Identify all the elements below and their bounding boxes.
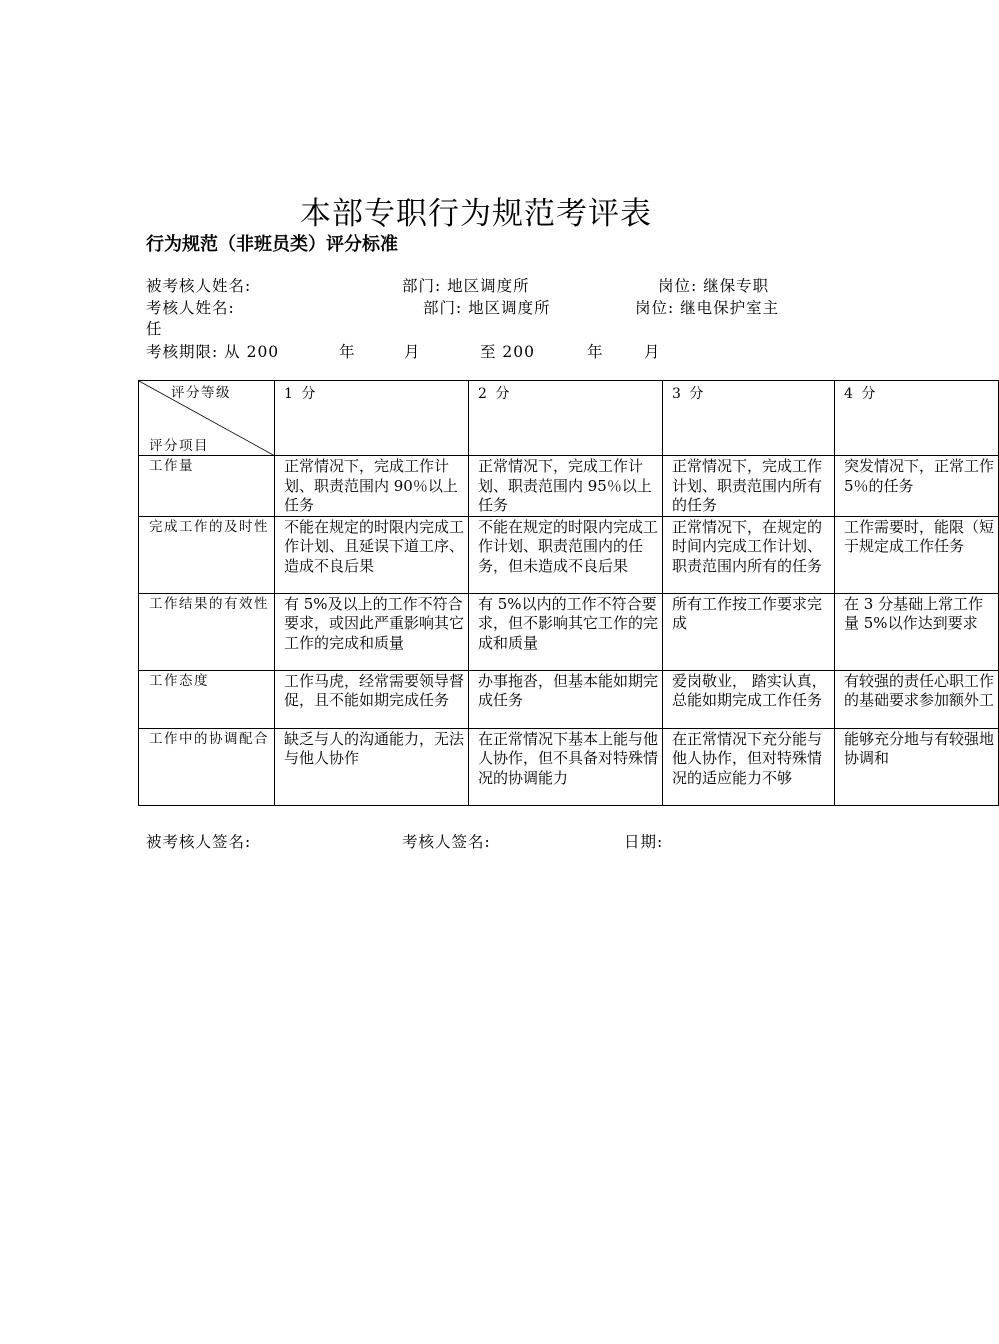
header-score-1: 1 分 <box>275 381 469 456</box>
table-cell: 在正常情况下充分能与他人协作，但对特殊情况的适应能力不够 <box>663 728 835 805</box>
row-item-label: 工作中的协调配合 <box>139 728 275 805</box>
row-item-label: 工作结果的有效性 <box>139 593 275 670</box>
scoring-table-wrapper <box>138 380 995 806</box>
corner-label-grade: 评分等级 <box>171 385 231 401</box>
table-cell: 正常情况下，完成工作计划、职责范围内所有的任务 <box>663 456 835 517</box>
table-cell: 有 5%以内的工作不符合要求，但不影响其它工作的完成和质量 <box>469 593 663 670</box>
table-header-row <box>139 381 999 456</box>
table-cell: 缺乏与人的沟通能力，无法与他人协作 <box>275 728 469 805</box>
period-month-2: 月 <box>644 343 661 361</box>
row-item-label: 工作量 <box>139 456 275 517</box>
examiner-signature-label: 考核人签名: <box>402 833 491 851</box>
table-cell: 正常情况下，完成工作计划、职责范围内 95％以上任务 <box>469 456 663 517</box>
period-label: 考核期限: 从 200 <box>146 343 280 361</box>
table-cell: 工作马虎，经常需要领导督促，且不能如期完成任务 <box>275 670 469 728</box>
examinee-dept: 部门: 地区调度所 <box>402 277 530 295</box>
examinee-post: 岗位: 继保专职 <box>658 277 770 295</box>
table-cell: 所有工作按工作要求完成 <box>663 593 835 670</box>
page-subtitle: 行为规范（非班员类）评分标准 <box>146 234 398 255</box>
period-year-2: 年 <box>587 343 604 361</box>
table-cell: 在 3 分基础上常工作量 5%以作达到要求 <box>835 593 999 670</box>
examiner-dept: 部门: 地区调度所 <box>423 299 551 317</box>
examiner-name-label: 考核人姓名: <box>146 299 235 317</box>
table-cell: 办事拖沓，但基本能如期完成任务 <box>469 670 663 728</box>
row-item-label: 完成工作的及时性 <box>139 516 275 593</box>
table-cell: 工作需要时，能限（短于规定成工作任务 <box>835 516 999 593</box>
table-cell: 正常情况下，在规定的时间内完成工作计划、职责范围内所有的任务 <box>663 516 835 593</box>
header-score-3: 3 分 <box>663 381 835 456</box>
table-cell: 突发情况下，正常工作 5％的任务 <box>835 456 999 517</box>
period-to: 至 200 <box>480 343 536 361</box>
table-cell: 不能在规定的时限内完成工作计划、且延误下道工序、造成不良后果 <box>275 516 469 593</box>
examinee-name-label: 被考核人姓名: <box>146 277 252 295</box>
page-title: 本部专职行为规范考评表 <box>300 196 652 232</box>
header-score-2: 2 分 <box>469 381 663 456</box>
table-row <box>139 728 999 805</box>
header-score-4: 4 分 <box>835 381 999 456</box>
table-cell: 有 5%及以上的工作不符合要求，或因此严重影响其它工作的完成和质量 <box>275 593 469 670</box>
table-cell: 不能在规定的时限内完成工作计划、职责范围内的任务，但未造成不良后果 <box>469 516 663 593</box>
period-month-1: 月 <box>404 343 421 361</box>
table-row <box>139 670 999 728</box>
table-cell: 爱岗敬业， 踏实认真，总能如期完成工作任务 <box>663 670 835 728</box>
examiner-post: 岗位: 继电保护室主 <box>635 299 780 317</box>
table-row <box>139 516 999 593</box>
table-corner-cell <box>139 381 275 456</box>
period-year-1: 年 <box>339 343 356 361</box>
table-cell: 能够充分地与有较强地协调和 <box>835 728 999 805</box>
table-row <box>139 456 999 517</box>
table-cell: 有较强的责任心职工作的基础要求参加额外工 <box>835 670 999 728</box>
row-item-label: 工作态度 <box>139 670 275 728</box>
date-label: 日期: <box>624 833 664 851</box>
corner-label-item: 评分项目 <box>149 438 209 454</box>
table-cell: 正常情况下，完成工作计划、职责范围内 90％以上任务 <box>275 456 469 517</box>
table-cell: 在正常情况下基本上能与他人协作，但不具备对特殊情况的协调能力 <box>469 728 663 805</box>
table-row <box>139 593 999 670</box>
examinee-signature-label: 被考核人签名: <box>146 833 252 851</box>
scoring-table <box>138 380 999 806</box>
examiner-post-cont: 任 <box>146 320 163 338</box>
